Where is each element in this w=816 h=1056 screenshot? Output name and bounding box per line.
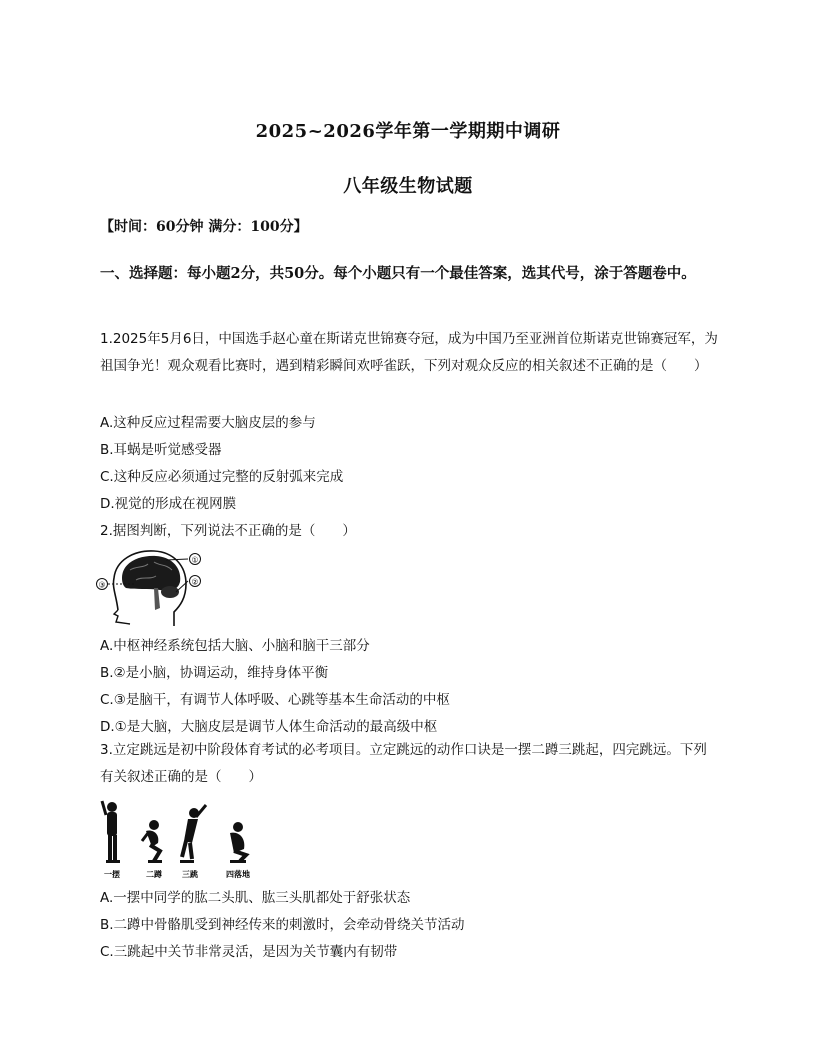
question-3-option-b: B.二蹲中骨骼肌受到神经传来的刺激时，会牵动骨绕关节活动 [100,917,465,933]
jump-label-1: 一摆 [104,870,120,879]
exam-meta: 【时间：60分钟 满分：100分】 [100,219,308,235]
question-2-option-d: D.①是大脑，大脑皮层是调节人体生命活动的最高级中枢 [100,719,438,735]
question-1-stem: 1.2025年5月6日，中国选手赵心童在斯诺克世锦赛夺冠，成为中国乃至亚洲首位斯诺克世锦赛冠军，为祖国争光！观众观看比赛时，遇到精彩瞬间欢呼雀跃，下列对观众反应的相关叙述不正确的是（ ） [100,331,718,374]
brain-label-3: ③ [98,580,106,590]
question-3-stem: 3.立定跳远是初中阶段体育考试的必考项目。立定跳远的动作口诀是一摆二蹲三跳起，四完跳远。下列有关叙述正确的是（ ） [100,742,707,785]
question-1-option-d: D.视觉的形成在视网膜 [100,496,237,512]
exam-subtitle: 八年级生物试题 [343,176,473,197]
brain-label-1: ① [191,555,199,565]
jumper-crouch-figure [142,820,162,863]
jumper-landing-figure [230,822,246,863]
jump-label-2: 二蹲 [146,870,162,879]
question-2-stem: 2.据图判断，下列说法不正确的是（ ） [100,523,356,539]
jump-label-3: 三跳 [182,870,198,879]
brain-label-2: ② [191,577,199,587]
jump-label-4: 四落地 [226,870,250,879]
exam-title: 2025~2026学年第一学期期中调研 [255,121,561,142]
question-1-option-a: A.这种反应过程需要大脑皮层的参与 [100,415,316,431]
brain-diagram [96,548,208,626]
question-1-option-c: C.这种反应必须通过完整的反射弧来完成 [100,469,344,485]
question-2-option-a: A.中枢神经系统包括大脑、小脑和脑干三部分 [100,638,370,654]
long-jump-diagram [96,797,266,881]
section-heading: 一、选择题：每小题2分，共50分。每个小题只有一个最佳答案，选其代号，涂于答题卷中。 [100,265,696,282]
question-3-option-a: A.一摆中同学的肱二头肌、肱三头肌都处于舒张状态 [100,890,411,906]
question-3-option-c: C.三跳起中关节非常灵活，是因为关节囊内有韧带 [100,944,398,960]
jumper-swing-figure [102,801,120,863]
question-2-option-c: C.③是脑干，有调节人体呼吸、心跳等基本生命活动的中枢 [100,692,450,708]
question-2-option-b: B.②是小脑，协调运动，维持身体平衡 [100,665,329,681]
question-1-option-b: B.耳蜗是听觉感受器 [100,442,222,458]
jumper-jump-figure [180,805,206,863]
